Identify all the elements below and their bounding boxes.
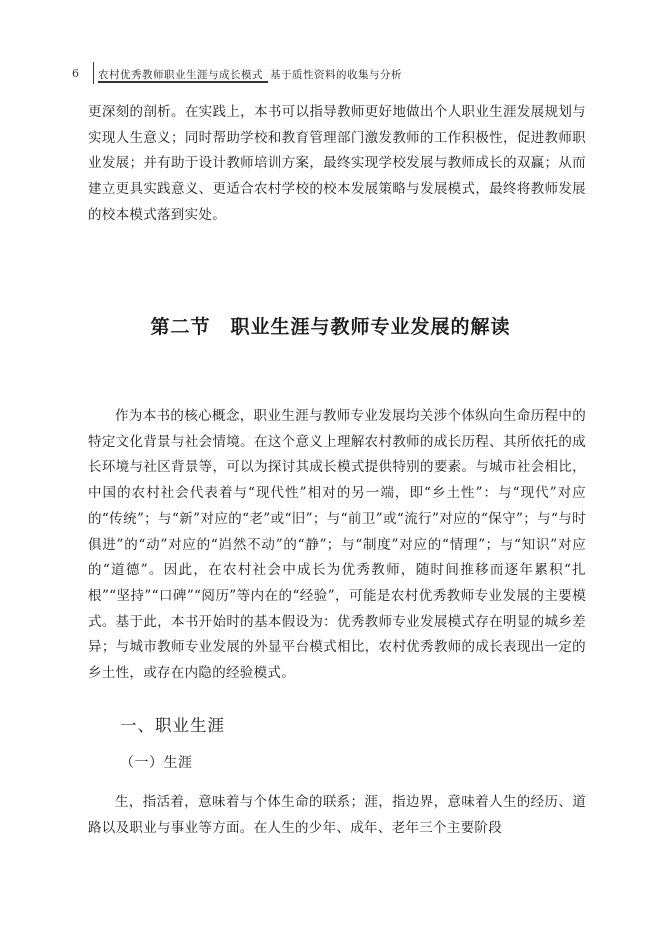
body-paragraph-3: 生，指活着，意味着与个体生命的联系；涯，指边界，意味着人生的经历、道路以及职业与事业等方面。在人生的少年、成年、老年三个主要阶段: [88, 794, 586, 836]
header-vertical-rule: [93, 62, 94, 84]
body-paragraph-1: 更深刻的剖析。在实践上，本书可以指导教师更好地做出个人职业生涯发展规划与实现人生意义；同时帮助学校和教育管理部门激发教师的工作积极性，促进教师职业发展；并有助于设计教师培训方案，最终实现学校发展与教师成长的双赢；从而建立更具实践意义、更适合农村学校的校本发展策略与发展模式，最终将教师发展的校本模式落到实处。: [88, 104, 586, 223]
book-title-underline: [98, 81, 268, 83]
book-subtitle: 基于质性资料的收集与分析: [270, 69, 402, 81]
heading-career: 一、职业生涯: [120, 716, 225, 735]
running-header: [60, 62, 620, 86]
body-paragraph-2: 作为本书的核心概念，职业生涯与教师专业发展均关涉个体纵向生命历程中的特定文化背景与社会情境。在这个意义上理解农村教师的成长历程、其所依托的成长环境与社区背景等，可以为探讨其成长模式提供特别的要素。与城市社会相比，中国的农村社会代表着与“现代性”相对的另一端，即“乡土性”：与“现代”对应的“传统”；与“新”对应的“老”或“旧”；与“前卫”或“流行”对应的“保守”；与“与时俱进”的“动”对应的“岿然不动”的“静”；与“制度”对应的“情理”；与“知识”对应的“道德”。因此，在农村社会中成长为优秀教师，随时间推移而逐年累积“扎根”“坚持”“口碑”“阅历”等内在的“经验”，可能是农村优秀教师专业发展的主要模式。基于此，本书开始时的基本假设为：优秀教师专业发展模式存在明显的城乡差异；与城市教师专业发展的外显平台模式相比，农村优秀教师的成长表现出一定的乡土性，或存在内隐的经验模式。: [88, 408, 586, 682]
page-number: 6: [72, 67, 79, 80]
section-title: 第二节 职业生涯与教师专业发展的解读: [150, 316, 511, 338]
subheading-life: （一）生涯: [120, 755, 193, 771]
book-title: 农村优秀教师职业生涯与成长模式: [98, 69, 263, 81]
